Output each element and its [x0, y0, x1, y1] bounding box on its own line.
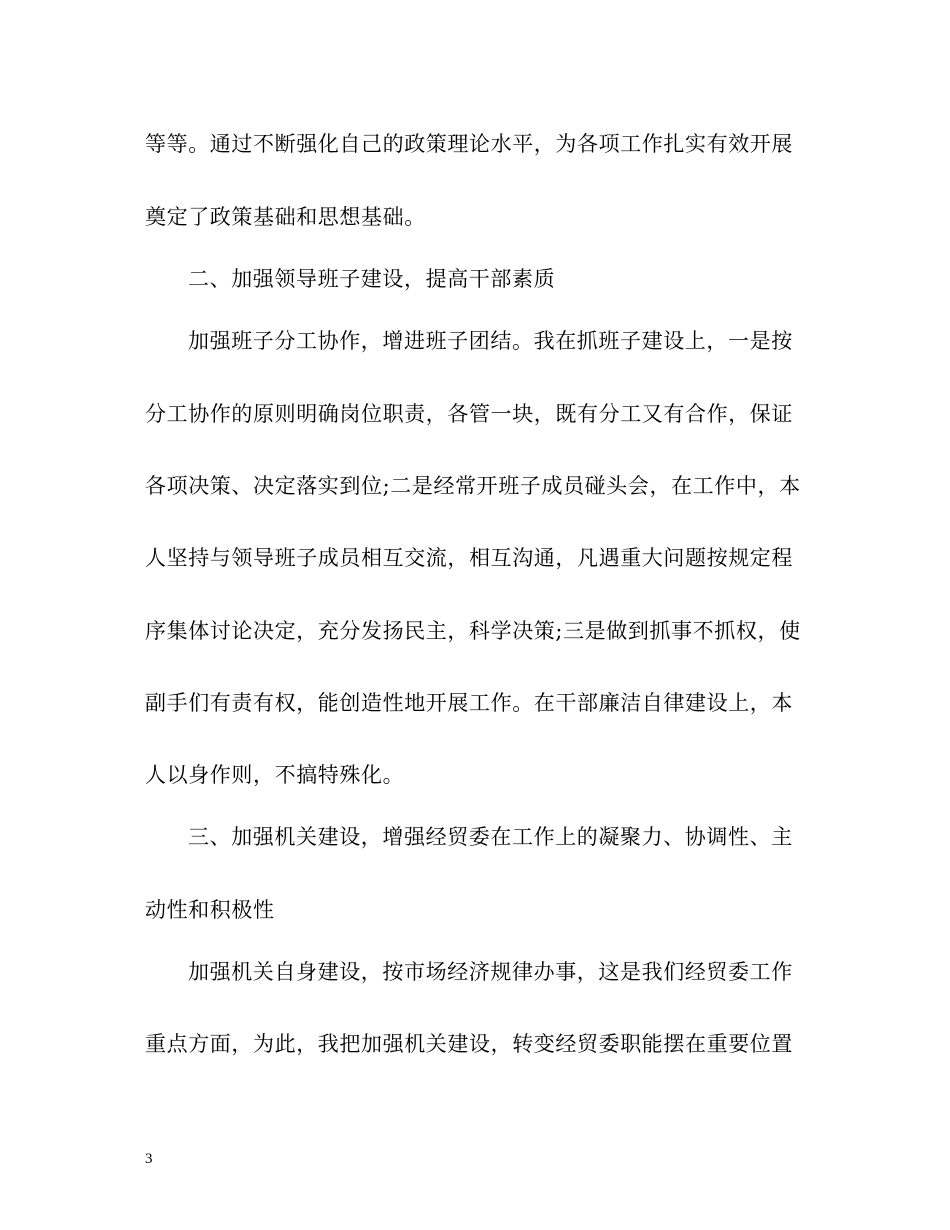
section-heading: 二、加强领导班子建设，提高干部素质: [188, 267, 556, 291]
section-heading-continued: 动性和积极性: [145, 898, 275, 922]
text-line: 人坚持与领导班子成员相互交流，相互沟通，凡遇重大问题按规定程: [145, 546, 793, 570]
page-number: 3: [145, 1151, 153, 1167]
text-line: 重点方面，为此，我把加强机关建设，转变经贸委职能摆在重要位置: [145, 1032, 793, 1056]
text-line: 序集体讨论决定，充分发扬民主，科学决策;三是做到抓事不抓权，使: [145, 619, 801, 643]
text-line: 人以身作则，不搞特殊化。: [145, 763, 405, 787]
text-line: 加强机关自身建设，按市场经济规律办事，这是我们经贸委工作: [188, 960, 793, 984]
text-line: 奠定了政策基础和思想基础。: [145, 205, 426, 229]
text-line: 分工协作的原则明确岗位职责，各管一块，既有分工又有合作，保证: [145, 402, 793, 426]
text-line: 加强班子分工协作，增进班子团结。我在抓班子建设上，一是按: [188, 329, 793, 353]
text-line: 各项决策、决定落实到位;二是经常开班子成员碰头会，在工作中，本: [145, 474, 801, 498]
text-line: 副手们有责有权，能创造性地开展工作。在干部廉洁自律建设上，本: [145, 691, 793, 715]
text-line: 等等。通过不断强化自己的政策理论水平，为各项工作扎实有效开展: [145, 132, 793, 156]
section-heading: 三、加强机关建设，增强经贸委在工作上的凝聚力、协调性、主: [188, 825, 793, 849]
